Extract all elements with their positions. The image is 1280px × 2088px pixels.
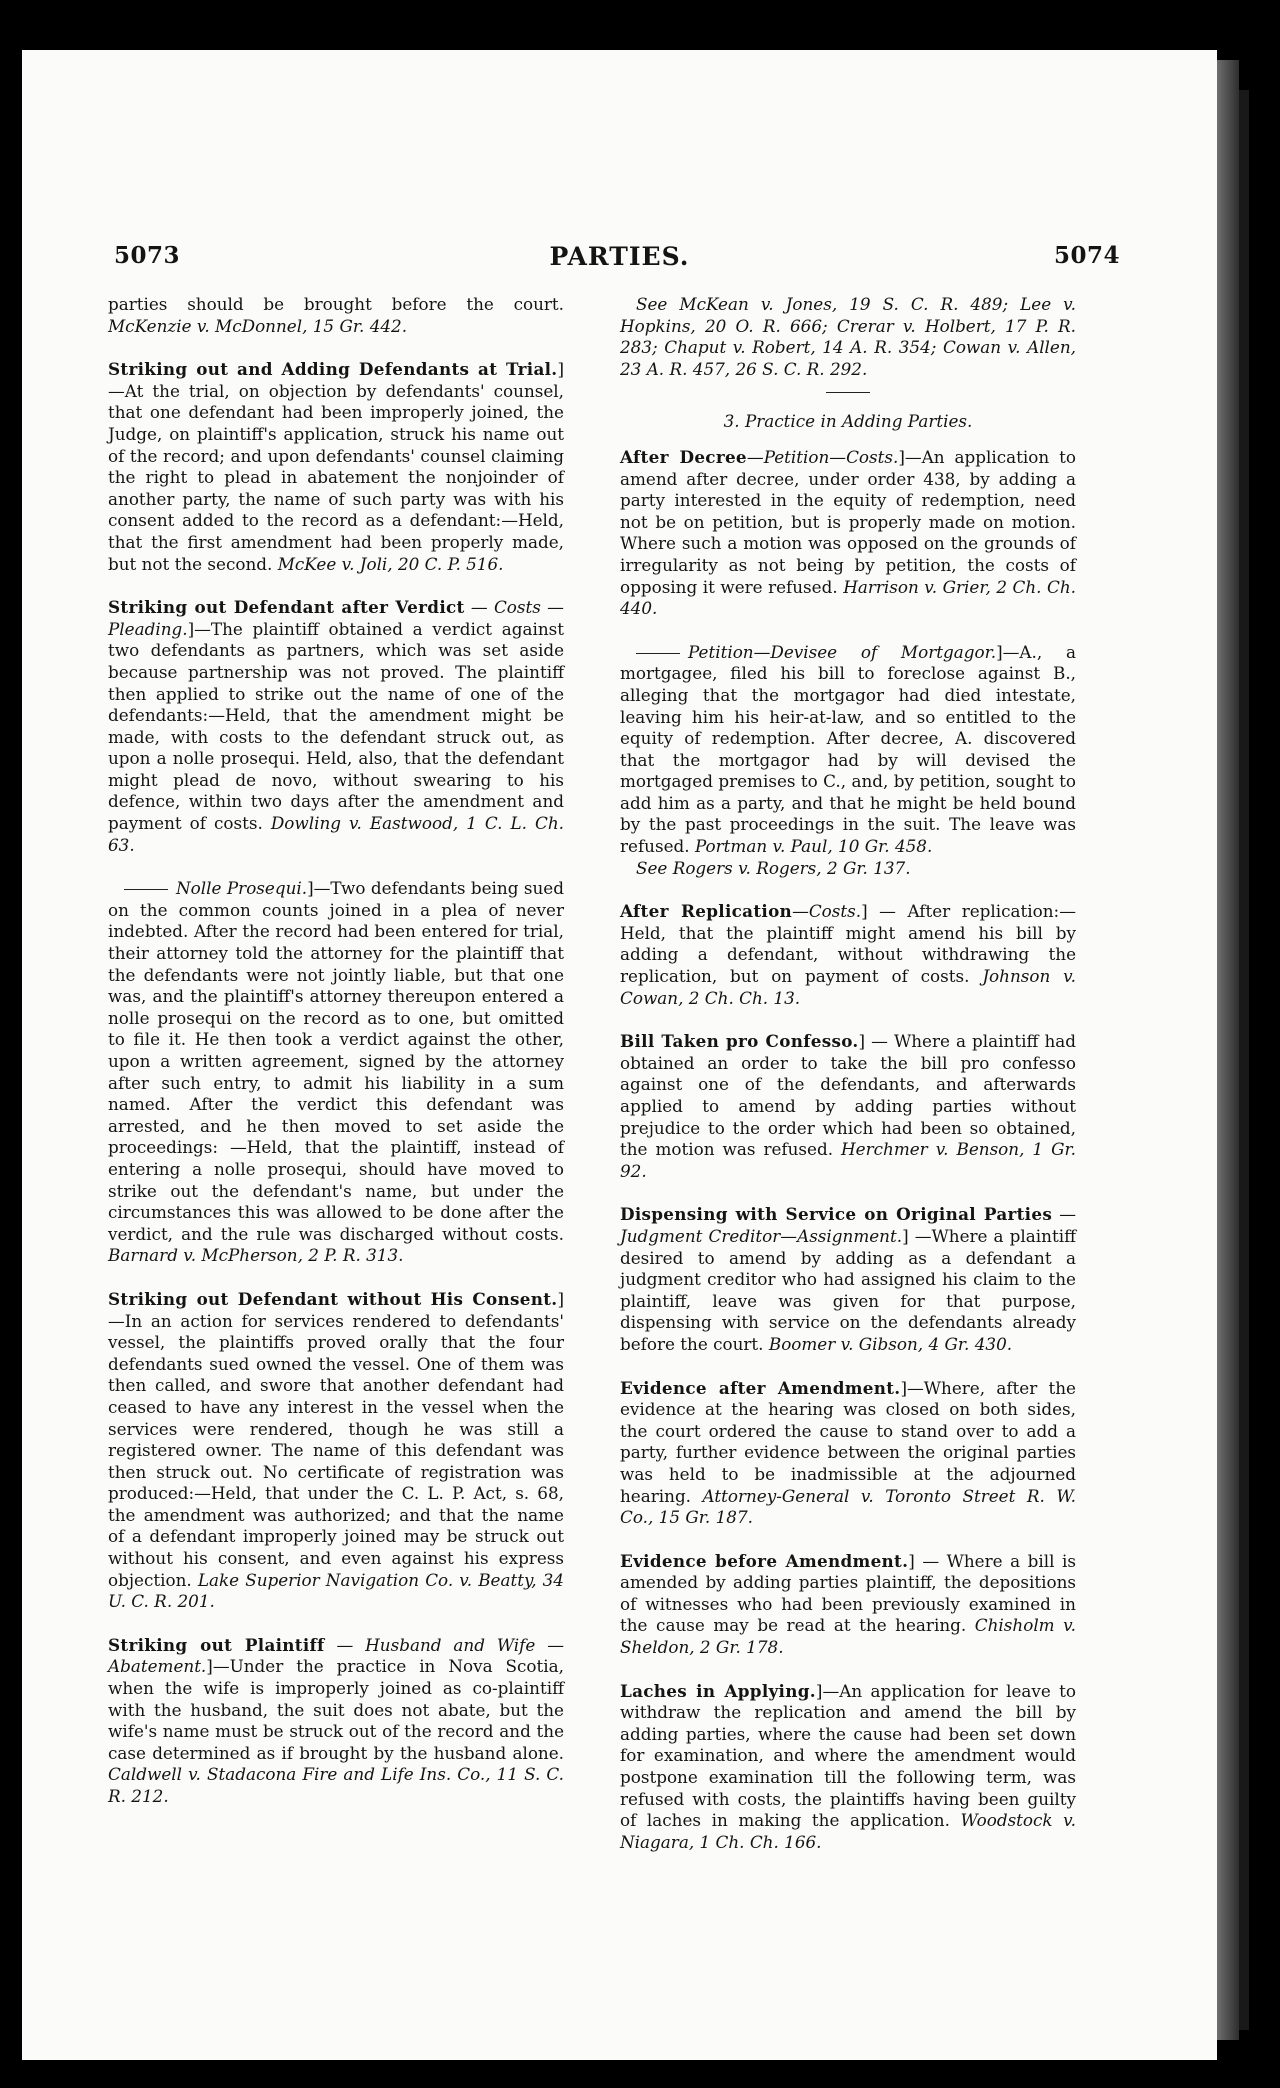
- see-also-reference: See Rogers v. Rogers, 2 Gr. 137.: [636, 857, 911, 878]
- entry-subheading: —Costs.: [792, 901, 862, 922]
- case-citation: Chisholm v. Sheldon, 2 Gr. 178.: [620, 1615, 1076, 1658]
- entry: [108, 878, 564, 1267]
- case-citation: Herchmer v. Benson, 1 Gr. 92.: [620, 1139, 1076, 1181]
- entry-subheading: Nolle Prosequi.: [176, 878, 308, 899]
- entry-heading: Laches in Applying.: [620, 1680, 816, 1701]
- entry-text: ] — Where a bill is amended by adding parties plaintiff, the depositions of witnesses who had been previously examined in the cause may be read at the hearing.: [620, 1550, 1076, 1636]
- entry-text: ]—Under the practice in Nova Scotia, when the wife is improperly joined as co-plaintiff with the husband, the suit does not abate, but the wife's name must be struck out of the record and the case determined as if brought by the husband alone.: [108, 1656, 564, 1763]
- case-citation: Barnard v. McPherson, 2 P. R. 313.: [108, 1245, 404, 1266]
- see-also-references: See McKean v. Jones, 19 S. C. R. 489; Lee v. Hopkins, 20 O. R. 666; Crerar v. Holbert, 17 P. R. 283; Chaput v. Robert, 14 A. R. 354; Cowan v. Allen, 23 A. R. 457, 26 S. C. R. 292.: [620, 294, 1076, 379]
- book-spine-edge: [1217, 60, 1239, 2040]
- left-page-number: 5073: [114, 242, 181, 269]
- entry-heading: After Decree: [620, 446, 747, 467]
- entry: [620, 1204, 1076, 1355]
- section-heading: 3. Practice in Adding Parties.: [723, 411, 973, 432]
- book-page: [22, 50, 1217, 2060]
- case-citation: McKenzie v. McDonnel, 15 Gr. 442.: [108, 315, 408, 336]
- case-citation: Dowling v. Eastwood, 1 C. L. Ch. 63.: [108, 813, 564, 855]
- entry-heading: Dispensing with Service on Original Parties: [620, 1204, 1053, 1225]
- book-spine-shadow: [1239, 90, 1249, 2030]
- entry-heading: Striking out Plaintiff: [108, 1634, 325, 1655]
- entry: [620, 1681, 1076, 1854]
- entry-text: ]—An application for leave to withdraw the replication and amend the bill by adding parties, where the cause had been set down for examination, and where the amendment would postpone examination till the following term, was refused with costs, the plaintiffs having been guilty of laches in making the application.: [620, 1680, 1076, 1831]
- entry-text: ]—Two defendants being sued on the common counts joined in a plea of never indebted. After the record had been entered for trial, their attorney told the attorney for the plaintiff that the defendants were not jointly liable, but that one was, and the plaintiff's attorney thereupon entered a nolle prosequi on the record as to one, but omitted to file it. He then took a verdict against the other, upon a written agreement, signed by the attorney after such entry, to admit his liability in a sum named. After the verdict this defendant was arrested, and he then moved to set aside the proceedings: —Held, that the plaintiff, instead of entering a nolle prosequi, should have moved to strike out the defendant's name, but under the circumstances this was allowed to be done after the verdict, and the rule was discharged without costs.: [108, 878, 564, 1244]
- case-citation: Portman v. Paul, 10 Gr. 458.: [694, 836, 933, 857]
- entry-heading: Bill Taken pro Confesso.: [620, 1031, 859, 1052]
- entry-text: ] — After replication:—Held, that the plaintiff might amend his bill by adding a defendant, without withdrawing the replication, but on payment of costs.: [620, 901, 1076, 987]
- case-citation: Harrison v. Grier, 2 Ch. Ch. 440.: [620, 576, 1076, 619]
- entry: [108, 1289, 564, 1613]
- entry: [620, 642, 1076, 858]
- entry-text: ] — Where a plaintiff had obtained an order to take the bill pro confesso against one of the defendants, and afterwards applied to amend by adding parties without prejudice to the order which had been so obtained, the motion was refused.: [620, 1031, 1076, 1160]
- entry-subheading: — Costs — Pleading.: [108, 597, 564, 639]
- entry: [620, 1031, 1076, 1182]
- entry: [108, 1635, 564, 1808]
- entry: [620, 1378, 1076, 1529]
- entry-subheading: Petition—Devisee of Mortgagor.: [688, 641, 997, 662]
- section-rule: [826, 392, 870, 393]
- entry-subheading: — Husband and Wife — Abatement.: [108, 1634, 564, 1677]
- case-citation: Lake Superior Navigation Co. v. Beatty, 34 U. C. R. 201.: [108, 1569, 564, 1612]
- entry-text: ] —Where a plaintiff desired to amend by adding as a defendant a judgment creditor who had assigned his claim to the plaintiff, leave was given for that purpose, dispensing with service on the defendants already before the court.: [620, 1225, 1076, 1354]
- running-head-title: PARTIES.: [549, 242, 690, 271]
- entry-text: ]—In an action for services rendered to defendants' vessel, the plaintiffs proved orally that the four defendants sued owned the vessel. One of them was then called, and swore that another defendant had ceased to have any interest in the vessel when the services were rendered, though he was still a registered owner. The name of this defendant was then struck out. No certificate of registration was produced:—Held, that under the C. L. P. Act, s. 68, the amendment was authorized; and that the name of a defendant improperly joined may be struck out without his consent, and even against his express objection.: [108, 1288, 564, 1590]
- repeat-dash: [636, 653, 680, 654]
- entry-heading: Evidence before Amendment.: [620, 1550, 909, 1571]
- entry-text: ]—Where, after the evidence at the hearing was closed on both sides, the court ordered the cause to stand over to add a party, further evidence between the original parties was held to be inadmissible at the adjourned hearing.: [620, 1377, 1076, 1506]
- entry-text: ]—The plaintiff obtained a verdict against two defendants as partners, which was set aside because partnership was not proved. The plaintiff then applied to strike out the name of one of the defendants:—Held, that the amendment might be made, with costs to the defendant struck out, as upon a nolle prosequi. Held, also, that the defendant might plead de novo, without swearing to his defence, within two days after the amendment and payment of costs.: [108, 618, 564, 834]
- case-citation: Caldwell v. Stadacona Fire and Life Ins. Co., 11 S. C. R. 212.: [108, 1764, 564, 1806]
- entry-text: ]—An application to amend after decree, under order 438, by adding a party interested in the equity of redemption, need not be on petition, but is properly made on motion. Where such a motion was opposed on the grounds of irregularity as not being by petition, the costs of opposing it were refused.: [620, 446, 1076, 597]
- entry: [108, 359, 564, 575]
- entry: [108, 597, 564, 856]
- case-citation: Boomer v. Gibson, 4 Gr. 430.: [768, 1333, 1013, 1354]
- case-citation: Johnson v. Cowan, 2 Ch. Ch. 13.: [620, 966, 1076, 1008]
- repeat-dash: [124, 889, 168, 890]
- entry-heading: Striking out Defendant after Verdict: [108, 597, 465, 618]
- entry-continued: parties should be brought before the court. McKenzie v. McDonnel, 15 Gr. 442.: [108, 294, 564, 336]
- right-page-number: 5074: [1054, 242, 1121, 269]
- entry-text: ]—At the trial, on objection by defendants' counsel, that one defendant had been improperly joined, the Judge, on plaintiff's application, struck his name out of the record; and upon defendants' counsel claiming the right to plead in abatement the nonjoinder of another party, the name of such party was with his consent added to the record as a defendant:—Held, that the first amendment had been properly made, but not the second.: [108, 359, 564, 574]
- left-column: [108, 294, 564, 1830]
- entry: [620, 1551, 1076, 1659]
- entry: [620, 901, 1076, 1009]
- entry-subheading: —Petition—Costs.: [746, 446, 899, 467]
- case-citation: Attorney-General v. Toronto Street R. W. Co., 15 Gr. 187.: [620, 1485, 1076, 1528]
- entry-text: ]—A., a mortgagee, filed his bill to foreclose against B., alleging that the mortgagor had died intestate, leaving him his heir-at-law, and so entitled to the equity of redemption. After decree, A. discovered that the mortgagor had by will devised the mortgaged premises to C., and, by petition, sought to add him as a party, and that he might be held bound by the past proceedings in the suit. The leave was refused.: [620, 641, 1076, 857]
- case-citation: Woodstock v. Niagara, 1 Ch. Ch. 166.: [620, 1810, 1076, 1852]
- entry: [620, 447, 1076, 620]
- entry-heading: Striking out Defendant without His Consent.: [108, 1288, 558, 1309]
- entry-heading: Evidence after Amendment.: [620, 1377, 901, 1398]
- right-column: [620, 294, 1076, 1875]
- entry-heading: After Replication: [620, 901, 793, 922]
- case-citation: McKee v. Joli, 20 C. P. 516.: [277, 553, 504, 574]
- entry-heading: Striking out and Adding Defendants at Trial.: [108, 359, 558, 380]
- entry-subheading: — Judgment Creditor—Assignment.: [620, 1204, 1076, 1246]
